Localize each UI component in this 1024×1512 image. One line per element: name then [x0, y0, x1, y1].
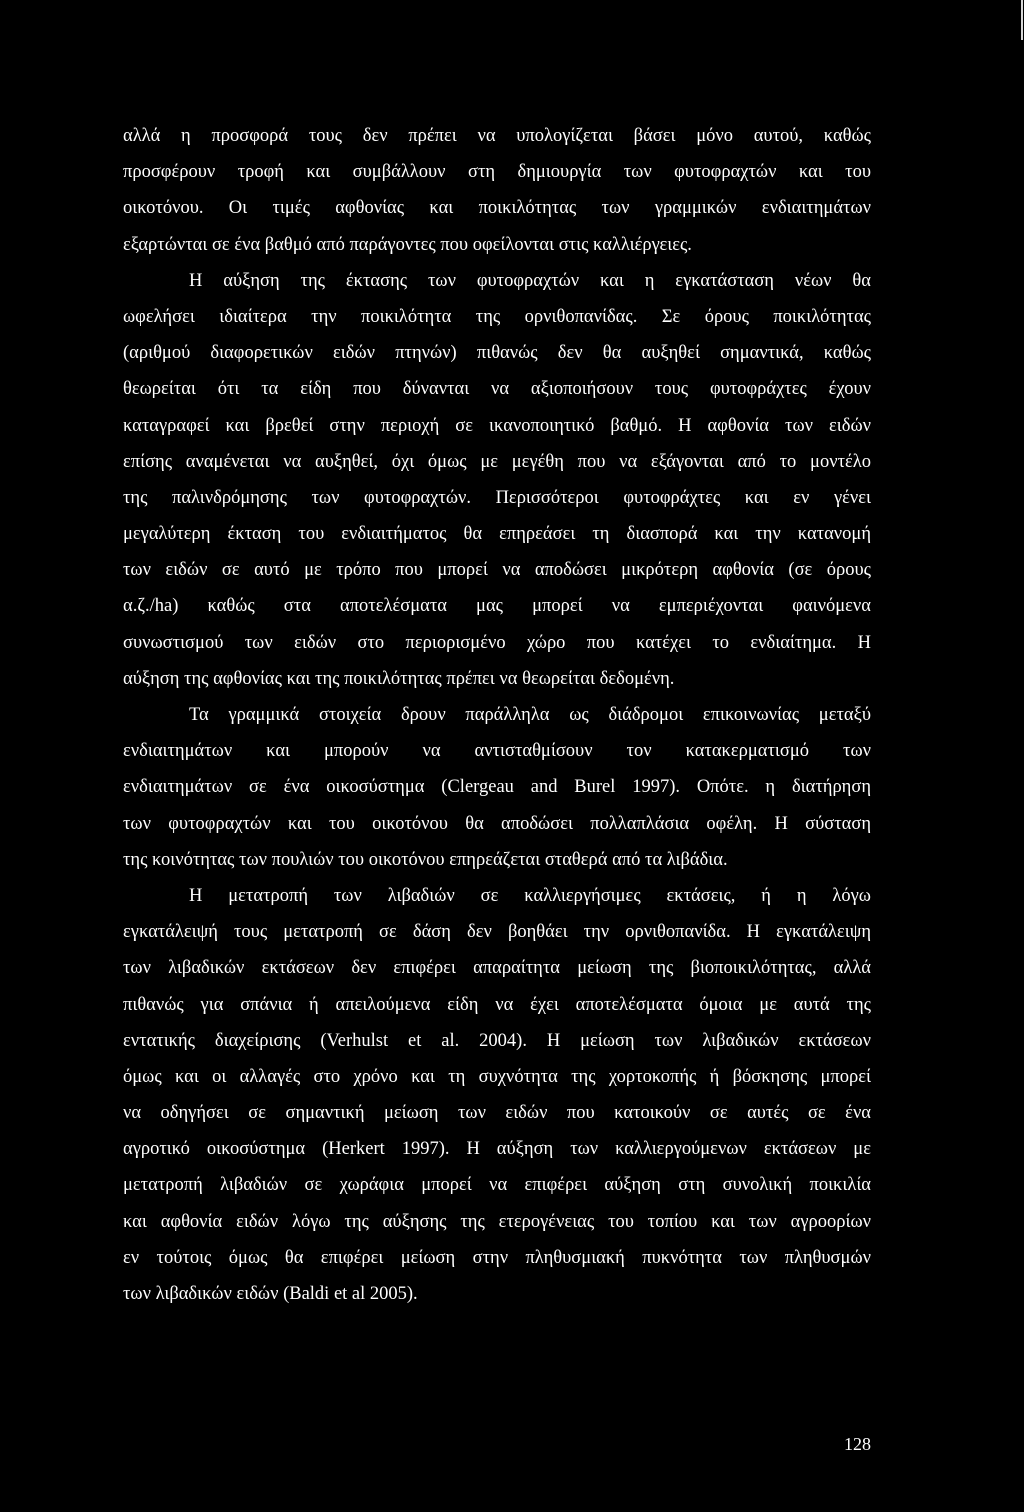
- text-line: μετατροπή λιβαδιών σε χωράφια μπορεί να επιφέρει αύξηση στη συνολική ποικιλία: [123, 1175, 871, 1196]
- text-line: εν τούτοις όμως θα επιφέρει μείωση στην πληθυσμιακή πυκνότητα των πληθυσμών: [123, 1247, 871, 1268]
- page-number: 128: [844, 1434, 871, 1454]
- text-line: θεωρείται ότι τα είδη που δύνανται να αξιοποιήσουν τους φυτοφράχτες έχουν: [123, 379, 871, 400]
- text-line: Η μετατροπή των λιβαδιών σε καλλιεργήσιμες εκτάσεις, ή η λόγω: [189, 885, 871, 906]
- text-line: όμως και οι αλλαγές στο χρόνο και τη συχνότητα της χορτοκοπής ή βόσκησης μπορεί: [123, 1066, 871, 1087]
- text-line: εξαρτώνται σε ένα βαθμό από παράγοντες που οφείλονται στις καλλιέργειες.: [123, 234, 692, 255]
- text-line: των φυτοφραχτών και του οικοτόνου θα αποδώσει πολλαπλάσια οφέλη. Η σύσταση: [123, 813, 871, 834]
- text-line: αλλά η προσφορά τους δεν πρέπει να υπολογίζεται βάσει μόνο αυτού, καθώς: [123, 126, 871, 146]
- text-line: (αριθμού διαφορετικών ειδών πτηνών) πιθανώς δεν θα αυξηθεί σημαντικά, καθώς: [123, 343, 871, 364]
- text-line: Η αύξηση της έκτασης των φυτοφραχτών και η εγκατάσταση νέων θα: [189, 270, 871, 291]
- text-line: ωφελήσει ιδιαίτερα την ποικιλότητα της ορνιθοπανίδας. Σε όρους ποικιλότητας: [123, 306, 871, 327]
- text-line: πιθανώς για σπάνια ή απειλούμενα είδη να έχει αποτελέσματα όμοια με αυτά της: [123, 994, 871, 1015]
- body-text: [123, 118, 871, 1312]
- text-line: και αφθονία ειδών λόγω της αύξησης της ετερογένειας του τοπίου και των αγροορίων: [123, 1211, 871, 1232]
- text-line: της κοινότητας των πουλιών του οικοτόνου επηρεάζεται σταθερά από τα λιβάδια.: [123, 849, 728, 870]
- text-line: των ειδών σε αυτό με τρόπο που μπορεί να αποδώσει μικρότερη αφθονία (σε όρους: [123, 560, 871, 581]
- text-line: εντατικής διαχείρισης (Verhulst et al. 2004). Η μείωση των λιβαδικών εκτάσεων: [123, 1030, 871, 1051]
- text-line: αγροτικό οικοσύστημα (Herkert 1997). Η αύξηση των καλλιεργούμενων εκτάσεων με: [123, 1139, 871, 1160]
- text-line: συνωστισμού των ειδών στο περιορισμένο χώρο που κατέχει το ενδιαίτημα. Η: [123, 632, 871, 653]
- text-line: προσφέρουν τροφή και συμβάλλουν στη δημιουργία των φυτοφραχτών και του: [123, 162, 871, 183]
- text-line: μεγαλύτερη έκταση του ενδιαιτήματος θα επηρεάσει τη διασπορά και την κατανομή: [123, 524, 871, 545]
- text-line: των λιβαδικών ειδών (Baldi et al 2005).: [123, 1284, 418, 1304]
- text-line: καταγραφεί και βρεθεί στην περιοχή σε ικανοποιητικό βαθμό. Η αφθονία των ειδών: [123, 415, 871, 436]
- text-line: της παλινδρόμησης των φυτοφραχτών. Περισσότεροι φυτοφράχτες και εν γένει: [123, 487, 871, 508]
- text-line: να οδηγήσει σε σημαντική μείωση των ειδών που κατοικούν σε αυτές σε ένα: [123, 1103, 871, 1124]
- text-line: Τα γραμμικά στοιχεία δρουν παράλληλα ως διάδρομοι επικοινωνίας μεταξύ: [189, 705, 871, 725]
- text-line: α.ζ./ha) καθώς στα αποτελέσματα μας μπορεί να εμπεριέχονται φαινόμενα: [123, 596, 871, 617]
- text-line: οικοτόνου. Οι τιμές αφθονίας και ποικιλότητας των γραμμικών ενδιαιτημάτων: [123, 198, 871, 219]
- text-line: ενδιαιτημάτων σε ένα οικοσύστημα (Clergeau and Burel 1997). Οπότε. η διατήρηση: [123, 777, 871, 798]
- text-line: των λιβαδικών εκτάσεων δεν επιφέρει απαραίτητα μείωση της βιοποικιλότητας, αλλά: [123, 958, 871, 979]
- text-line: αύξηση της αφθονίας και της ποικιλότητας πρέπει να θεωρείται δεδομένη.: [123, 668, 675, 689]
- text-line: επίσης αναμένεται να αυξηθεί, όχι όμως με μεγέθη που να εξάγονται από το μοντέλο: [123, 451, 871, 472]
- text-line: εγκατάλειψή τους μετατροπή σε δάση δεν βοηθάει την ορνιθοπανίδα. Η εγκατάλειψη: [123, 922, 871, 943]
- page-edge-mark: [1021, 0, 1023, 40]
- text-line: ενδιαιτημάτων και μπορούν να αντισταθμίσουν τον κατακερματισμό των: [123, 741, 871, 762]
